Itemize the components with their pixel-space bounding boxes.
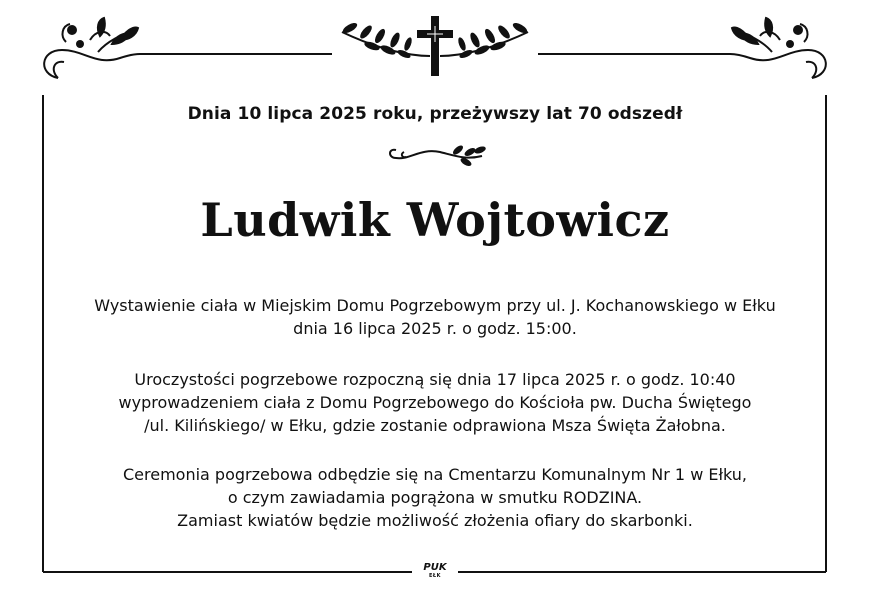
logo-sub-text: EŁK — [428, 573, 441, 579]
logo-main-text: PUK — [423, 562, 447, 573]
paragraph-line: o czym zawiadamia pogrążona w smutku RODZINA. — [227, 488, 643, 507]
corner-flourish-left-icon — [44, 18, 140, 78]
burial-paragraph — [40, 463, 830, 532]
paragraph-line: Uroczystości pogrzebowe rozpoczną się dnia 17 lipca 2025 r. o godz. 10:40 — [134, 370, 736, 389]
death-announcement-line: Dnia 10 lipca 2025 roku, przeżywszy lat 70 odszedł — [187, 104, 683, 124]
cross-with-laurel-icon — [341, 16, 528, 76]
paragraph-line: Ceremonia pogrzebowa odbędzie się na Cmentarzu Komunalnym Nr 1 w Ełku, — [122, 465, 748, 484]
paragraph-line: /ul. Kilińskiego/ w Ełku, gdzie zostanie odprawiona Msza Święta Żałobna. — [144, 416, 726, 435]
paragraph-line: dnia 16 lipca 2025 r. o godz. 15:00. — [293, 319, 577, 338]
corner-flourish-right-icon — [730, 18, 826, 78]
ceremony-paragraph — [40, 368, 830, 437]
paragraph-line: Wystawienie ciała w Miejskim Domu Pogrzebowym przy ul. J. Kochanowskiego w Ełku — [94, 296, 776, 315]
viewing-paragraph — [40, 294, 830, 340]
deceased-name: Ludwik Wojtowicz — [200, 193, 670, 247]
paragraph-line: wyprowadzeniem ciała z Domu Pogrzebowego do Kościoła pw. Ducha Świętego — [118, 393, 752, 412]
puk-logo — [416, 562, 454, 584]
paragraph-line: Zamiast kwiatów będzie możliwość złożenia ofiary do skarbonki. — [177, 511, 693, 530]
leaf-swirl-divider-icon — [390, 144, 487, 168]
